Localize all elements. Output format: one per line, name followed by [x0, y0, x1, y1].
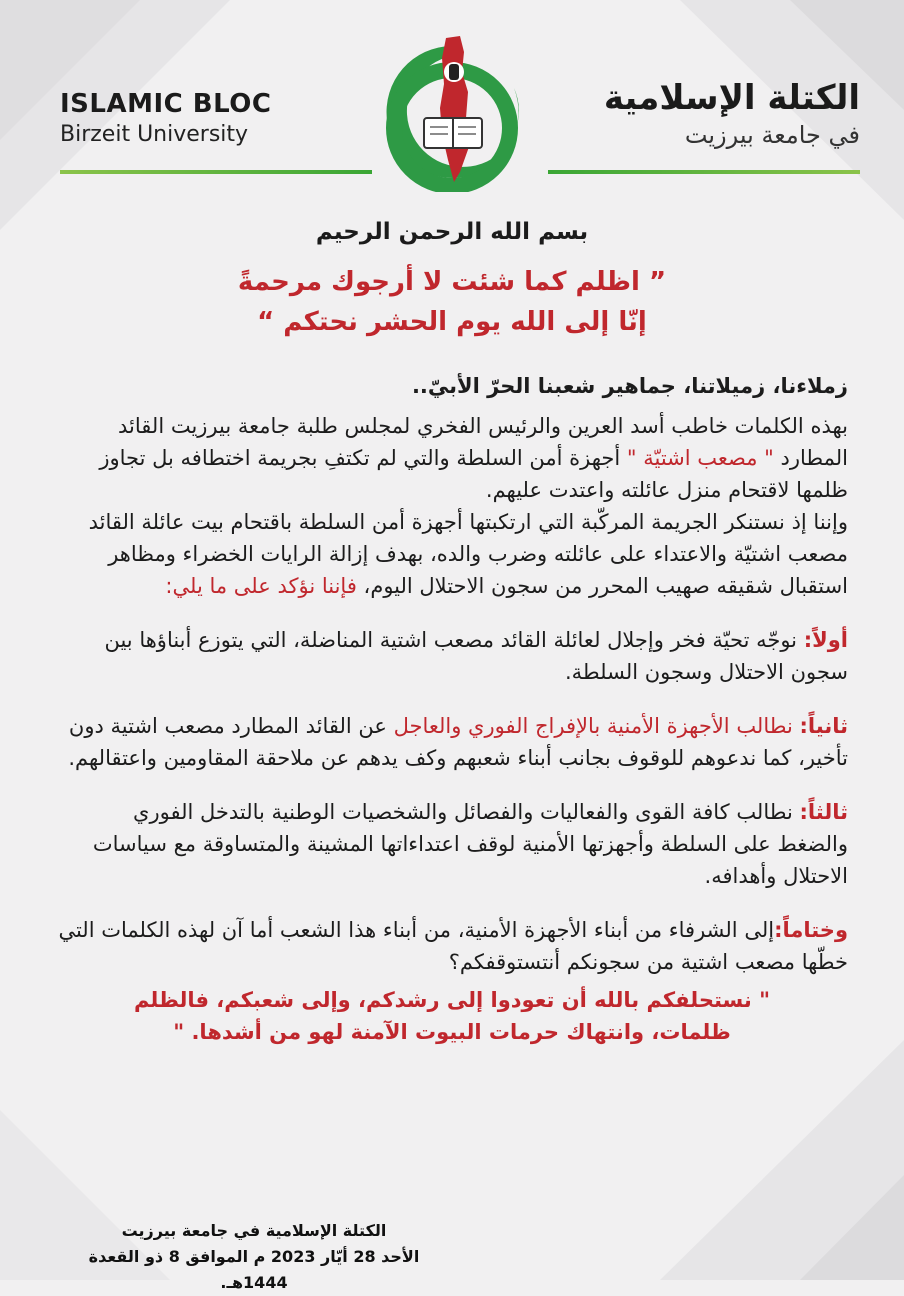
intro-paragraph	[56, 410, 848, 506]
point-3-label: ثالثاً:	[799, 800, 848, 824]
intro-text-1: بهذه الكلمات خاطب أسد العرين والرئيس الفخري لمجلس طلبة جامعة بيرزيت القائد المطارد	[118, 414, 848, 470]
point-1	[56, 624, 848, 688]
point-1-label: أولاً:	[803, 628, 848, 652]
condemn-emphasis: فإننا نؤكد على ما يلي:	[165, 574, 357, 598]
intro-name-highlight: " مصعب اشتيّة "	[626, 446, 774, 470]
greeting: زملاءنا، زميلاتنا، جماهير شعبنا الحرّ الأبيّ..	[411, 374, 848, 398]
header-english	[60, 88, 320, 150]
header-arabic	[600, 76, 860, 150]
opening-quote-line-1: ” اظلم كما شئت لا أرجوك مرحمةً	[237, 267, 667, 297]
opening-quote-line-2: إنّا إلى الله يوم الحشر نحتكم “	[257, 307, 647, 337]
basmala: بسم الله الرحمن الرحيم	[315, 219, 589, 245]
point-4-label: وختاماً:	[774, 918, 848, 942]
closing-quote	[56, 984, 848, 1048]
header-divider-right	[548, 170, 860, 174]
header-divider-left	[60, 170, 372, 174]
islamic-bloc-emblem-icon	[380, 32, 524, 192]
brand-subtitle-en: Birzeit University	[60, 122, 249, 147]
point-4	[56, 914, 848, 978]
closing-quote-line-1: " نستحلفكم بالله أن تعودوا إلى رشدكم، وإلى شعبكم، فالظلم	[133, 988, 771, 1012]
point-1-text: نوجّه تحيّة فخر وإجلال لعائلة القائد مصعب اشتية المناضلة، التي يتوزع أبناؤها بين سجون الاحتلال وسجون السلطة.	[104, 628, 848, 684]
point-2-highlight: نطالب الأجهزة الأمنية بالإفراج الفوري والعاجل	[393, 714, 800, 738]
closing-quote-line-2: ظلمات، وانتهاك حرمات البيوت الآمنة لهو من أشدها. "	[173, 1020, 731, 1044]
footer-date: الأحد 28 أيّار 2023 م الموافق 8 ذو القعدة 1444هـ.	[88, 1247, 420, 1292]
point-2-label: ثانياً:	[799, 714, 848, 738]
brand-title-en: ISLAMIC BLOC	[60, 89, 272, 119]
intro-text-2: أجهزة أمن السلطة والتي لم تكتفِ بجريمة اختطافه بل تجاوز ظلمها لاقتحام منزل عائلته واعتدت عليهم.	[99, 446, 848, 502]
statement-body	[56, 212, 848, 1048]
brand-subtitle-ar: في جامعة بيرزيت	[684, 121, 860, 149]
point-2-text: عن القائد المطارد مصعب اشتية دون تأخير، كما ندعوهم للوقوف بجانب أبناء شعبهم وكف يدهم عن ملاحقة المقاومين واعتقالهم.	[68, 714, 848, 770]
opening-quote	[56, 262, 848, 342]
point-4-text: إلى الشرفاء من أبناء الأجهزة الأمنية، من أبناء هذا الشعب أما آن لهذه الكلمات التي خطّها مصعب اشتية من سجونكم أنتستوقفكم؟	[58, 918, 848, 974]
condemn-paragraph	[56, 506, 848, 602]
footer-org-name: الكتلة الإسلامية في جامعة بيرزيت	[121, 1221, 387, 1240]
point-3	[56, 796, 848, 892]
footer-signature	[64, 1218, 444, 1296]
point-2	[56, 710, 848, 774]
brand-title-ar: الكتلة الإسلامية	[603, 78, 860, 118]
condemn-text: وإننا إذ نستنكر الجريمة المركّبة التي ارتكبتها أجهزة أمن السلطة باقتحام بيت عائلة القائد مصعب اشتيّة والاعتداء على عائلته وضرب والده، بهدف إزالة الرايات الخضراء ومظاهر استقبال شقيقه صهيب المحرر من سجون الاحتلال اليوم،	[88, 510, 848, 598]
point-3-text: نطالب كافة القوى والفعاليات والفصائل والشخصيات الوطنية بالتدخل الفوري والضغط على السلطة وأجهزتها الأمنية لوقف اعتداءاتها المشينة والمتساوقة مع سياسات الاحتلال وأهدافه.	[92, 800, 848, 888]
